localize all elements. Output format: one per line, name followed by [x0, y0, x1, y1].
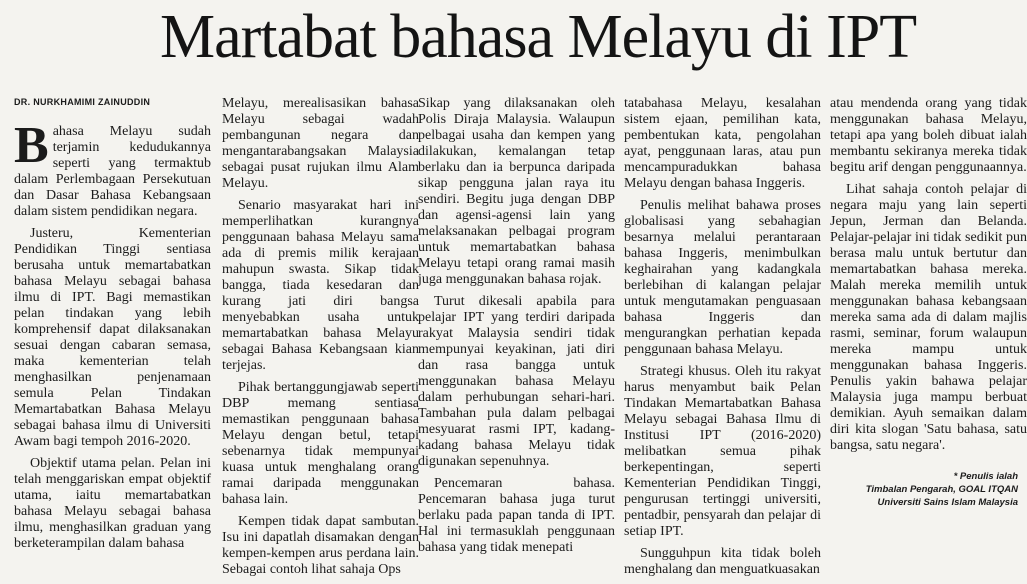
credit-line: Universiti Sains Islam Malaysia — [877, 497, 1018, 508]
paragraph: Senario masyarakat hari ini memperlihatkan kurangnya penggunaan bahasa Melayu sama ada di premis milik kerajaan mahupun swasta. Sikap tidak bangga, tiada kesedaran dan kurang jati diri bangsa menyebabkan usaha untuk memartabatkan bahasa Melayu sebagai Bahasa Kebangsaan kian terjejas. — [222, 198, 419, 373]
paragraph: Pihak bertanggungjawab seperti DBP memang sentiasa memastikan penggunaan bahasa Melayu dengan betul, tetapi sebenarnya tidak mempunyai kuasa untuk menghalang orang ramai daripada menggunakan bahasa lain. — [222, 380, 419, 507]
article-column-5 — [830, 96, 1027, 460]
headline: Martabat bahasa Melayu di IPT — [160, 3, 917, 71]
article-column-4 — [624, 96, 821, 584]
credit-line: Timbalan Pengarah, GOAL ITQAN — [865, 484, 1018, 495]
paragraph: Penulis melihat bahawa proses globalisasi yang sebahagian besarnya melalui perantaraan bahasa Inggeris, menimbulkan keghairahan yang kadangkala berlebihan di kalangan pelajar untuk mengutamakan penguasaan bahasa Inggeris dan mengurangkan perhatian kepada penggunaan bahasa Melayu. — [624, 198, 821, 357]
byline: DR. NURKHAMIMI ZAINUDDIN — [14, 97, 151, 107]
paragraph: Bahasa Melayu sudah terjamin kedudukannya seperti yang termaktub dalam Perlembagaan Persekutuan dan Dasar Bahasa Kebangsaan dalam sistem pendidikan negara. — [14, 117, 211, 219]
author-credit — [820, 470, 1018, 509]
paragraph: tatabahasa Melayu, kesalahan sistem ejaan, pemilihan kata, pembentukan kata, pengolahan ayat, penggunaan laras, atau pun mencampuradukkan bahasa Melayu dengan bahasa Inggeris. — [624, 96, 821, 191]
paragraph: Justeru, Kementerian Pendidikan Tinggi sentiasa berusaha untuk memartabatkan bahasa Melayu sebagai bahasa ilmu di IPT. Bagi memastikan pelan tindakan yang lebih komprehensif dapat dilaksanakan sesuai dengan cabaran semasa, maka kementerian telah menghasilkan penjenamaan semula Pelan Tindakan Memartabatkan Bahasa Melayu sebagai bahasa ilmu di Universiti Awam bagi tempoh 2016-2020. — [14, 226, 211, 449]
article-column-1 — [14, 117, 211, 558]
paragraph: atau mendenda orang yang tidak menggunakan bahasa Melayu, tetapi apa yang boleh dibuat ialah membantu sekiranya mereka tidak begitu arif dengan penggunaannya. — [830, 96, 1027, 175]
paragraph: Lihat sahaja contoh pelajar di negara maju yang lain seperti Jepun, Jerman dan Belanda. Pelajar-pelajar ini tidak sedikit pun berasa malu untuk bertutur dan memartabatkan bahasa mereka. Malah mereka memilih untuk menggunakan bahasa kebangsaan mereka sama ada di dalam majlis rasmi, seminar, forum walaupun mereka mampu untuk menggunakan bahasa Inggeris. Penulis yakin bahawa pelajar Malaysia juga mampu berbuat demikian. Ayuh semaikan dalam diri kita slogan 'Satu bahasa, satu bangsa, satu negara'. — [830, 182, 1027, 453]
paragraph: Kempen tidak dapat sambutan. Isu ini dapatlah disamakan dengan kempen-kempen arus perdana lain. Sebagai contoh lihat sahaja Ops — [222, 514, 419, 577]
credit-line: * Penulis ialah — [953, 471, 1018, 482]
article-column-2 — [222, 96, 419, 584]
paragraph: Sikap yang dilaksanakan oleh Polis Diraja Malaysia. Walaupun pelbagai usaha dan kempen yang dilakukan, kemalangan tetap berlaku dan ia berpunca daripada sikap pengguna jalan raya itu sendiri. Begitu juga dengan DBP dan agensi-agensi lain yang melaksanakan pelbagai program untuk memartabatkan bahasa Melayu tetapi orang ramai masih juga menggunakan bahasa rojak. — [418, 96, 615, 287]
paragraph: Strategi khusus. Oleh itu rakyat harus menyambut baik Pelan Tindakan Memartabatkan Bahasa Melayu sebagai Bahasa Ilmu di Institusi IPT (2016-2020) melibatkan semua pihak berkepentingan, seperti Kementerian Pendidikan Tinggi, pengurusan tertinggi universiti, pentadbir, pensyarah dan pelajar di setiap IPT. — [624, 364, 821, 539]
paragraph: Melayu, merealisasikan bahasa Melayu sebagai wadah pembangunan negara dan mengantarabangsakan Malaysia sebagai pusat rujukan ilmu Alam Melayu. — [222, 96, 419, 191]
paragraph: Objektif utama pelan. Pelan ini telah menggariskan empat objektif utama, iaitu memartabatkan bahasa Melayu sebagai bahasa ilmu, menghasilkan graduan yang berketerampilan dalam bahasa — [14, 456, 211, 551]
paragraph: Turut dikesali apabila para pelajar IPT yang terdiri daripada rakyat Malaysia sendiri tidak mempunyai keyakinan, jati diri dan rasa bangga untuk menggunakan bahasa Melayu dalam perhubungan sehari-hari. Tambahan pula dalam pelbagai mesyuarat rasmi IPT, kadang-kadang bahasa Melayu tidak digunakan sepenuhnya. — [418, 294, 615, 469]
paragraph: Sungguhpun kita tidak boleh menghalang dan menguatkuasakan — [624, 546, 821, 577]
drop-cap: B — [14, 117, 49, 174]
paragraph: Pencemaran bahasa. Pencemaran bahasa juga turut berlaku pada papan tanda di IPT. Hal ini termasuklah penggunaan bahasa yang tidak menepati — [418, 476, 615, 555]
article-column-3 — [418, 96, 615, 562]
